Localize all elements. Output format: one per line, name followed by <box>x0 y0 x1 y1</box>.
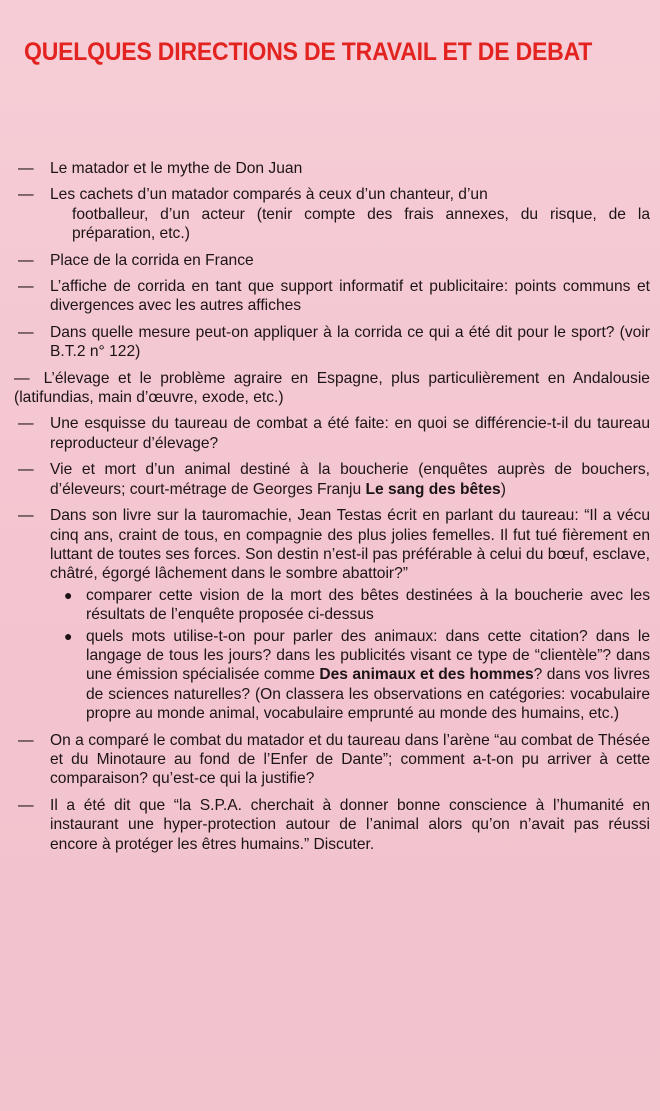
dash-marker: — <box>18 415 34 433</box>
bullet-list <box>50 586 650 724</box>
bullet-text: comparer cette vision de la mort des bêtes destinées à la boucherie avec les résultats de l’enquête proposée ci-dessus <box>86 586 650 624</box>
bullet-text-end: ? dans vos livres de sciences naturelles? (On classera les observations en catégories: vocabulaire propre au monde animal, vocabulaire emprunté au monde des humains, etc.) <box>86 666 650 723</box>
list-item <box>14 159 650 178</box>
list-item <box>14 414 650 453</box>
item-text-first-line: Les cachets d’un matador comparés à ceux d’un chanteur, d’un <box>50 186 488 204</box>
page-title: QUELQUES DIRECTIONS DE TRAVAIL ET DE DEBAT <box>24 38 593 66</box>
item-text: Place de la corrida en France <box>50 251 254 269</box>
list-item <box>14 185 650 243</box>
list-item <box>14 506 650 723</box>
item-text: Dans son livre sur la tauromachie, Jean Testas écrit en parlant du taureau: “Il a vécu cinq ans, craint de tous, en compagnie des plus jolies femelles. Il fut tué fièrement en luttant de toutes ses forces. Son destin n’est-il pas préférable à celui du bœuf, esclave, châtré, égorgé lâchement dans le sombre abattoir?” <box>50 507 650 583</box>
list-item <box>14 251 650 270</box>
item-text-end: ) <box>500 480 506 498</box>
dash-marker: — <box>18 160 34 177</box>
bullet-icon: ● <box>64 627 73 644</box>
film-title: Le sang des bêtes <box>365 480 501 498</box>
item-text: Dans quelle mesure peut-on appliquer à la corrida ce qui a été dit pour le sport? (voir B.T.2 n° 122) <box>50 323 650 361</box>
show-title: Des animaux et des hommes <box>319 666 534 684</box>
list-item <box>14 731 650 789</box>
item-text: Vie et mort d’un animal destiné à la boucherie (enquêtes auprès de bouchers, d’éleveurs; court-métrage de Georges Franju <box>50 461 650 498</box>
item-text: Une esquisse du taureau de combat a été faite: en quoi se différencie-t-il du taureau reproducteur d’élevage? <box>50 415 650 452</box>
bullet-item <box>50 586 650 625</box>
item-text: On a comparé le combat du matador et du taureau dans l’arène “au combat de Thésée et du Minotaure au fond de l’Enfer de Dante”; comment a-t-on pu arriver à cette comparaison? qu’est-ce qui la justifie? <box>50 731 650 788</box>
list-item <box>14 369 650 408</box>
dash-marker: — <box>18 186 34 204</box>
item-text: L’élevage et le problème agraire en Espagne, plus particulièrement en Andalousie (latifundias, main d’œuvre, exode, etc.) <box>14 369 650 407</box>
list-item <box>14 796 650 854</box>
list-item <box>14 277 650 316</box>
list-item <box>14 460 650 499</box>
dash-marker: — <box>18 507 34 525</box>
dash-marker: — <box>18 323 34 341</box>
dash-marker: — <box>18 251 34 269</box>
bullet-icon: ● <box>64 586 73 603</box>
item-text: Le matador et le mythe de Don Juan <box>50 160 303 177</box>
dash-marker: — <box>18 796 34 814</box>
item-text: L’affiche de corrida en tant que support informatif et publicitaire: points communs et divergences avec les autres affiches <box>50 278 650 315</box>
item-text-continuation: footballeur, d’un acteur (tenir compte des frais annexes, du risque, de la préparation, etc.) <box>72 205 650 243</box>
dash-marker: — <box>18 731 34 749</box>
bullet-item <box>50 627 650 724</box>
dash-marker: — <box>18 461 34 479</box>
list-item <box>14 323 650 362</box>
bullet-text: quels mots utilise-t-on pour parler des animaux: dans cette citation? dans le langage de tous les jours? dans les publicités visant ce type de “clientèle”? dans une émission spécialisée comme <box>86 627 650 684</box>
item-text: Il a été dit que “la S.P.A. cherchait à donner bonne conscience à l’humanité en instaurant une hyper-protection autour de l’animal alors qu’on n’avait pas réussi encore à protéger les êtres humains.” Discuter. <box>50 796 650 853</box>
topic-list <box>14 159 650 854</box>
dash-marker: — <box>14 369 30 387</box>
dash-marker: — <box>18 278 34 296</box>
